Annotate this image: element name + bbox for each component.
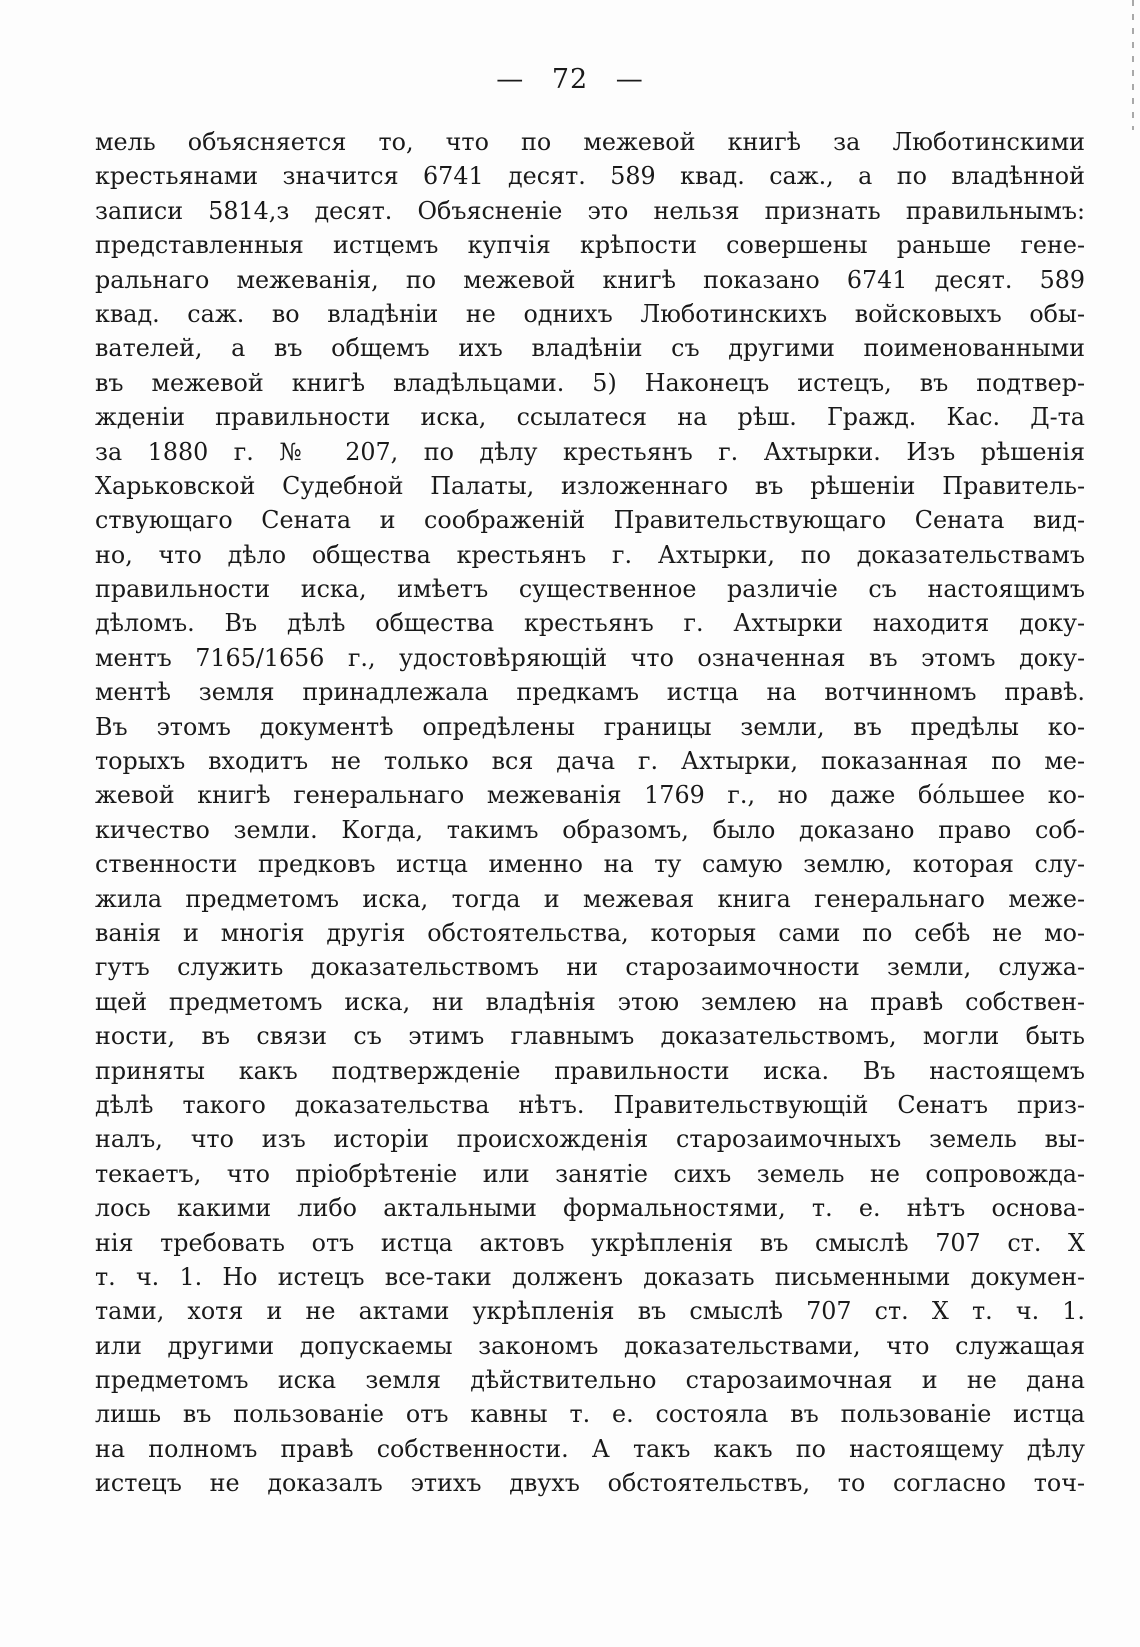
text-line: Въ этомъ документѣ опредѣлены границы земли, въ предѣлы ко- <box>95 712 1085 741</box>
text-line: представленныя истцемъ купчія крѣпости совершены раньше гене- <box>95 231 1085 260</box>
text-line: ности, въ связи съ этимъ главнымъ доказательствомъ, могли быть <box>95 1022 1085 1051</box>
text-line: предметомъ иска земля дѣйствительно старозаимочная и не дана <box>95 1366 1085 1395</box>
text-line: или другими допускаемы закономъ доказательствами, что служащая <box>95 1331 1085 1360</box>
text-line: торыхъ входитъ не только вся дача г. Ахтырки, показанная по ме- <box>95 747 1085 776</box>
text-line: ствующаго Сената и соображеній Правительствующаго Сената вид- <box>95 506 1085 535</box>
text-line: ментъ 7165/1656 г., удостовѣряющій что означенная въ этомъ доку- <box>95 643 1085 672</box>
text-line: нія требовать отъ истца актовъ укрѣпленія въ смыслѣ 707 ст. X <box>95 1228 1085 1257</box>
text-line: ственности предковъ истца именно на ту самую землю, которая слу- <box>95 850 1085 879</box>
text-line: истецъ не доказалъ этихъ двухъ обстоятельствъ, то согласно точ- <box>95 1469 1085 1498</box>
text-line: правильности иска, имѣетъ существенное различіе съ настоящимъ <box>95 575 1085 604</box>
text-line: на полномъ правѣ собственности. А такъ какъ по настоящему дѣлу <box>95 1434 1085 1463</box>
text-line: кичество земли. Когда, такимъ образомъ, было доказано право соб- <box>95 815 1085 844</box>
page-edge-mark <box>1132 0 1134 130</box>
text-line: лось какими либо актальными формальностями, т. е. нѣтъ основа- <box>95 1194 1085 1223</box>
text-line: лишь въ пользованіе отъ кавны т. е. состояла въ пользованіе истца <box>95 1400 1085 1429</box>
left-dash: — <box>496 64 525 95</box>
text-line: гутъ служить доказательствомъ ни старозаимочности земли, служа- <box>95 953 1085 982</box>
text-line: щей предметомъ иска, ни владѣнія этою землею на правѣ собствен- <box>95 987 1085 1016</box>
text-line: въ межевой книгѣ владѣльцами. 5) Наконецъ истецъ, въ подтвер- <box>95 368 1085 397</box>
text-line: ральнаго межеванія, по межевой книгѣ показано 6741 десят. 589 <box>95 265 1085 294</box>
text-line: вателей, а въ общемъ ихъ владѣніи съ другими поименованными <box>95 334 1085 363</box>
text-line: ментѣ земля принадлежала предкамъ истца на вотчинномъ правѣ. <box>95 678 1085 707</box>
text-line: записи 5814,з десят. Объясненіе это нельзя признать правильнымъ: <box>95 196 1085 225</box>
text-line: но, что дѣло общества крестьянъ г. Ахтырки, по доказательствамъ <box>95 540 1085 569</box>
text-line: жевой книгѣ генеральнаго межеванія 1769 г., но даже бóльшее ко- <box>95 781 1085 810</box>
text-line: тами, хотя и не актами укрѣпленія въ смыслѣ 707 ст. X т. ч. 1. <box>95 1297 1085 1326</box>
text-line: крестьянами значится 6741 десят. 589 квад. саж., а по владѣнной <box>95 162 1085 191</box>
text-line: приняты какъ подтвержденіе правильности иска. Въ настоящемъ <box>95 1056 1085 1085</box>
text-line: квад. саж. во владѣніи не однихъ Люботинскихъ войсковыхъ обы- <box>95 299 1085 328</box>
text-line: за 1880 г. № 207, по дѣлу крестьянъ г. Ахтырки. Изъ рѣшенія <box>95 437 1085 466</box>
text-line: дѣлѣ такого доказательства нѣтъ. Правительствующій Сенатъ приз- <box>95 1090 1085 1119</box>
text-line: текаетъ, что пріобрѣтеніе или занятіе сихъ земель не сопровожда- <box>95 1159 1085 1188</box>
text-line: мель объясняется то, что по межевой книгѣ за Люботинскими <box>95 128 1085 156</box>
text-line: дѣломъ. Въ дѣлѣ общества крестьянъ г. Ахтырки находитя доку- <box>95 609 1085 638</box>
right-dash: — <box>615 64 644 95</box>
text-line: т. ч. 1. Но истецъ все-таки долженъ доказать письменными докумен- <box>95 1262 1085 1291</box>
page-number: 72 <box>551 64 589 95</box>
text-line: ванія и многія другія обстоятельства, которыя сами по себѣ не мо- <box>95 918 1085 947</box>
text-line: налъ, что изъ исторіи происхожденія старозаимочныхъ земель вы- <box>95 1125 1085 1154</box>
page-number-header <box>0 64 1140 95</box>
text-line: жила предметомъ иска, тогда и межевая книга генеральнаго меже- <box>95 884 1085 913</box>
body-text <box>95 125 1085 1501</box>
text-line: Харьковской Судебной Палаты, изложеннаго въ рѣшеніи Правитель- <box>95 471 1085 500</box>
text-line: жденіи правильности иска, ссылатеся на рѣш. Гражд. Кас. Д-та <box>95 403 1085 432</box>
